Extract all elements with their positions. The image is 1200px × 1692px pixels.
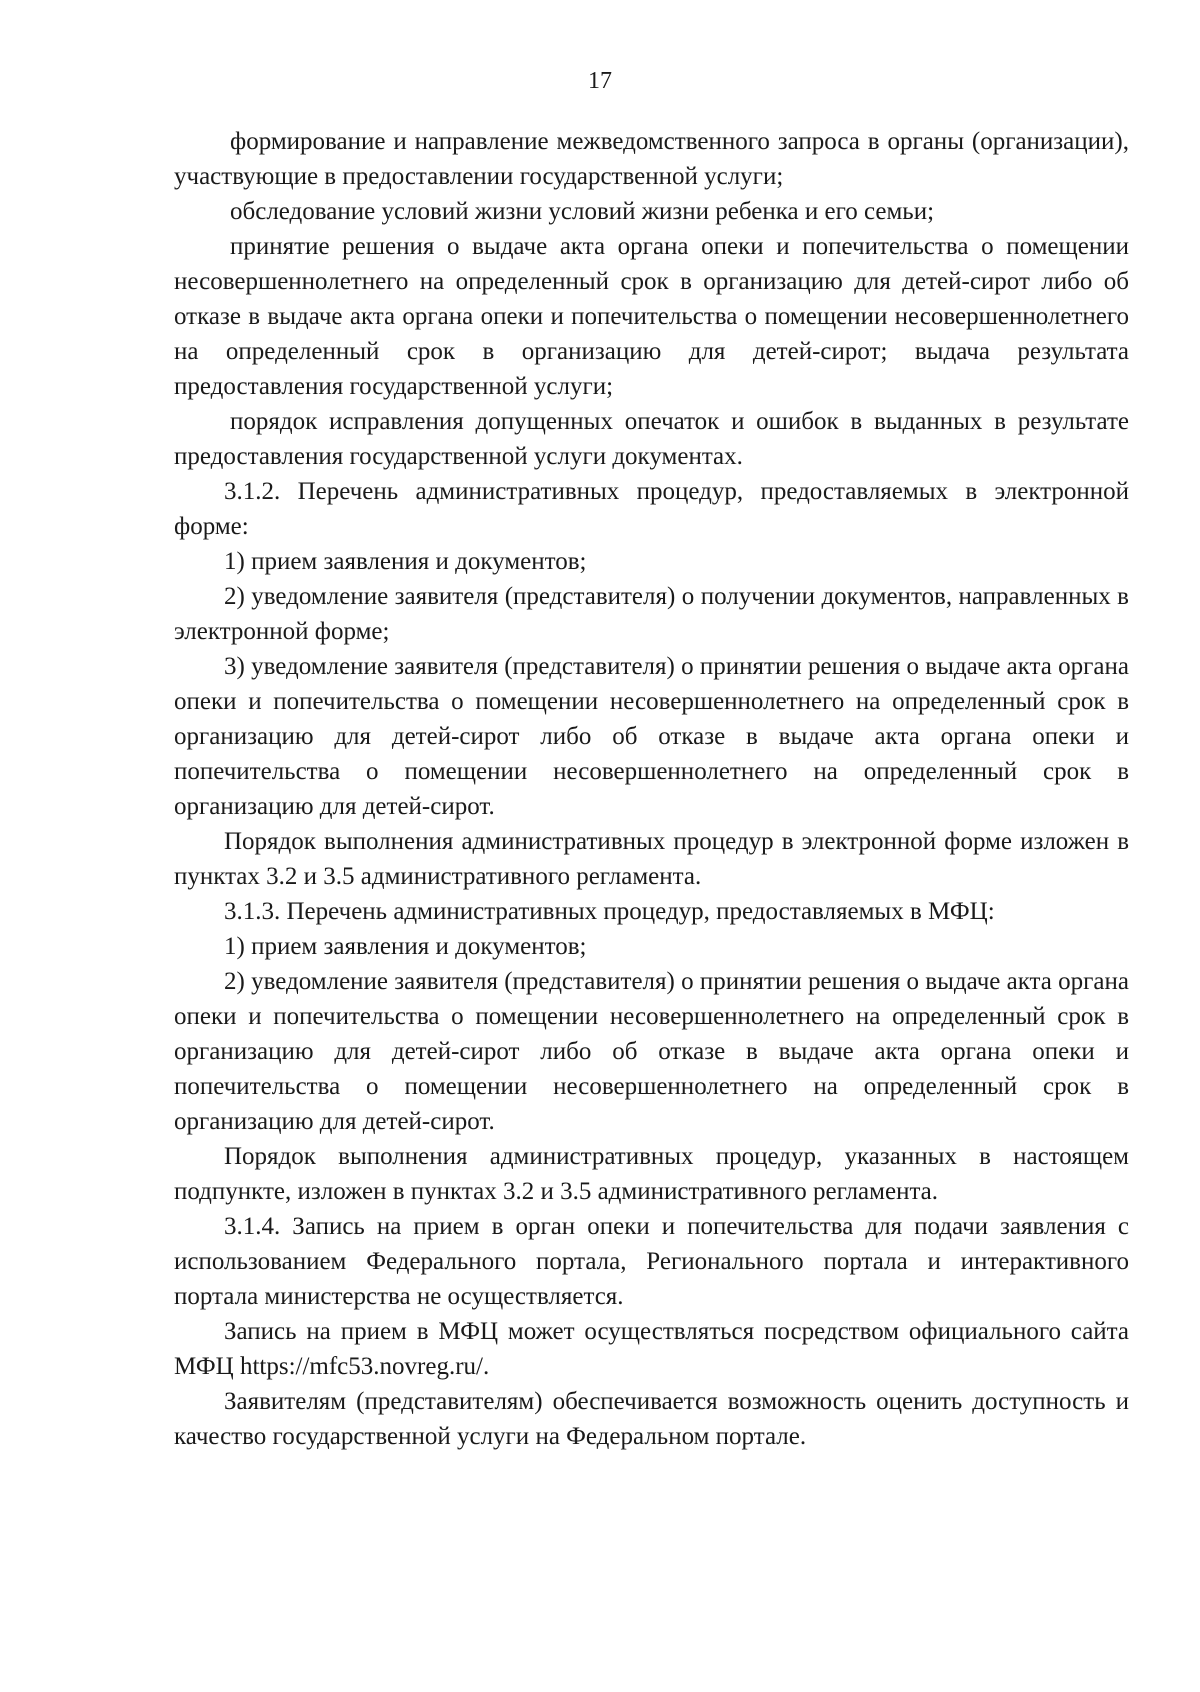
paragraph-mfc-item-1: 1) прием заявления и документов; <box>224 933 587 960</box>
paragraph-mfc-appointment: Запись на прием в МФЦ может осуществляться посредством официального сайта МФЦ https://mfc53.novreg.ru/. <box>174 1318 1129 1380</box>
paragraph-interagency-request: формирование и направление межведомственного запроса в органы (организации), участвующие в предоставлении государственной услуги; <box>174 128 1129 190</box>
paragraph-section-3-1-3: 3.1.3. Перечень административных процедур, предоставляемых в МФЦ: <box>224 898 995 925</box>
paragraph-service-rating: Заявителям (представителям) обеспечивается возможность оценить доступность и качество государственной услуги на Федеральном портале. <box>174 1388 1129 1450</box>
document-body <box>174 124 1129 1454</box>
paragraph-electronic-item-2: 2) уведомление заявителя (представителя) о получении документов, направленных в электронной форме; <box>174 583 1129 645</box>
paragraph-mfc-item-2: 2) уведомление заявителя (представителя) о принятии решения о выдаче акта органа опеки и попечительства о помещении несовершеннолетнего на определенный срок в организацию для детей-сирот либо об отказе в выдаче акта органа опеки и попечительства о помещении несовершеннолетнего на определенный срок в организацию для детей-сирот. <box>174 968 1129 1135</box>
paragraph-electronic-procedure-order: Порядок выполнения административных процедур в электронной форме изложен в пунктах 3.2 и 3.5 административного регламента. <box>174 828 1129 890</box>
paragraph-mfc-procedure-order: Порядок выполнения административных процедур, указанных в настоящем подпункте, изложен в пунктах 3.2 и 3.5 административного регламента. <box>174 1143 1129 1205</box>
paragraph-section-3-1-4: 3.1.4. Запись на прием в орган опеки и попечительства для подачи заявления с использованием Федерального портала, Регионального портала и интерактивного портала министерства не осуществляется. <box>174 1213 1129 1310</box>
paragraph-decision-issuance: принятие решения о выдаче акта органа опеки и попечительства о помещении несовершеннолетнего на определенный срок в организацию для детей-сирот либо об отказе в выдаче акта органа опеки и попечительства о помещении несовершеннолетнего на определенный срок в организацию для детей-сирот; выдача результата предоставления государственной услуги; <box>174 233 1129 400</box>
paragraph-error-correction: порядок исправления допущенных опечаток и ошибок в выданных в результате предоставления государственной услуги документах. <box>174 408 1129 470</box>
paragraph-section-3-1-2: 3.1.2. Перечень административных процедур, предоставляемых в электронной форме: <box>174 478 1129 540</box>
paragraph-living-conditions: обследование условий жизни условий жизни ребенка и его семьи; <box>230 198 935 225</box>
paragraph-electronic-item-3: 3) уведомление заявителя (представителя) о принятии решения о выдаче акта органа опеки и попечительства о помещении несовершеннолетнего на определенный срок в организацию для детей-сирот либо об отказе в выдаче акта органа опеки и попечительства о помещении несовершеннолетнего на определенный срок в организацию для детей-сирот. <box>174 653 1129 820</box>
paragraph-electronic-item-1: 1) прием заявления и документов; <box>224 548 587 575</box>
page-number: 17 <box>588 68 612 94</box>
